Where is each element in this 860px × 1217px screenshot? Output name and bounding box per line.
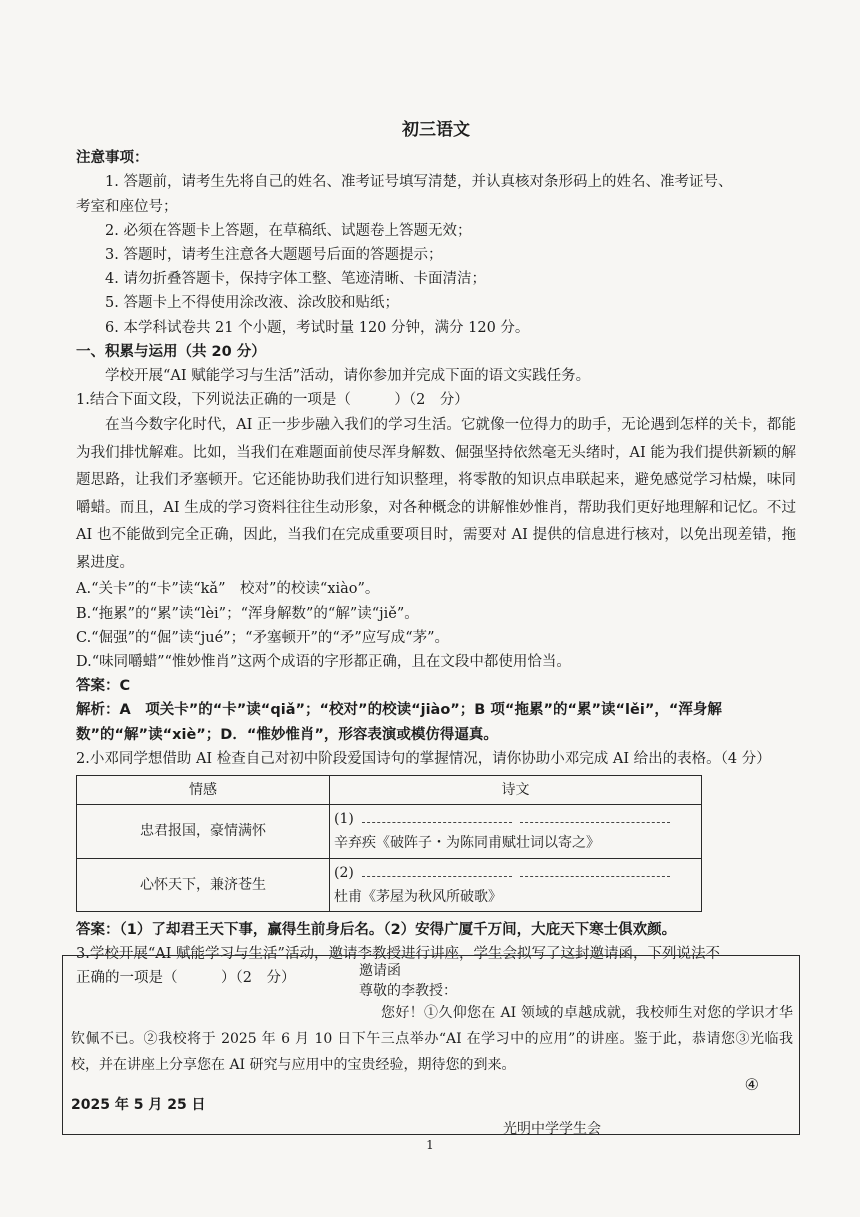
section-intro: 学校开展“AI 赋能学习与生活”活动，请你参加并完成下面的语文实践任务。 xyxy=(105,368,591,385)
poem-cell xyxy=(330,858,702,911)
notice-item: 4. 请勿折叠答题卡，保持字体工整、笔迹清晰、卡面清洁； xyxy=(105,271,486,288)
poem-cell xyxy=(330,805,702,858)
q1-answer: 答案：C xyxy=(76,678,131,695)
q1-option-c: C.“倔强”的“倔”读“jué”；“矛塞顿开”的“矛”应写成“茅”。 xyxy=(76,629,450,646)
notice-heading: 注意事项： xyxy=(76,150,149,167)
page-number: 1 xyxy=(426,1138,434,1152)
poem-table xyxy=(76,775,702,912)
q1-option-a: A.“关卡”的“卡”读“kǎ” 校对”的校读“xiào”。 xyxy=(76,581,380,598)
letter-signature: 光明中学学生会 xyxy=(503,1121,601,1137)
exam-content xyxy=(76,118,796,991)
section-heading: 一、积累与运用（共 20 分） xyxy=(76,343,266,360)
q1-analysis: 解析：A 项关卡”的“卡”读“qiǎ”；“校对”的校读“jiào”；B 项“拖累”的“累”读“lěi”，“浑身解数”的“解”读“xiè”；D．“惟妙惟肖”，形容表演或模仿得逼真。 xyxy=(76,702,722,743)
letter-mark-4: ④ xyxy=(744,1075,759,1094)
q3-stem-cont: 正确的一项是（ ）（2 分） xyxy=(76,970,296,987)
notice-item: 5. 答题卡上不得使用涂改液、涂改胶和贴纸； xyxy=(105,295,399,312)
invitation-letter xyxy=(62,955,800,1135)
poem-source: 辛弃疾《破阵子・为陈同甫赋壮词以寄之》 xyxy=(334,835,600,852)
notice-item: 1. 答题前，请考生先将自己的姓名、准考证号填写清楚，并认真核对条形码上的姓名、准考证号、 xyxy=(105,174,733,191)
page-title: 初三语文 xyxy=(402,120,470,140)
poem-source: 杜甫《茅屋为秋风所破歌》 xyxy=(334,888,502,905)
notice-item: 考室和座位号； xyxy=(76,198,178,215)
answer-blank[interactable] xyxy=(362,810,512,823)
notice-item: 2. 必须在答题卡上答题，在草稿纸、试题卷上答题无效； xyxy=(105,222,472,239)
blank-number: (2) xyxy=(334,864,354,881)
table-row xyxy=(77,858,702,911)
q2-answer: 答案：（1）了却君王天下事，赢得生前身后名。（2）安得广厦千万间，大庇天下寒士俱欢颜。 xyxy=(76,922,677,939)
blank-number: (1) xyxy=(334,811,354,828)
notice-item: 6. 本学科试卷共 21 个小题，考试时量 120 分钟，满分 120 分。 xyxy=(105,319,530,336)
letter-greeting: 尊敬的李教授： xyxy=(359,983,457,999)
q2-stem: 2.小邓同学想借助 AI 检查自己对初中阶段爱国诗句的掌握情况，请你协助小邓完成 AI 给出的表格。（4 分） xyxy=(76,750,771,767)
letter-date: 2025 年 5 月 25 日 xyxy=(71,1097,206,1113)
answer-blank[interactable] xyxy=(520,810,670,823)
table-header-poem: 诗文 xyxy=(330,776,702,805)
letter-title: 邀请函 xyxy=(359,963,401,979)
q1-option-d: D.“味同嚼蜡”“惟妙惟肖”这两个成语的字形都正确，且在文段中都使用恰当。 xyxy=(76,654,571,671)
table-header-emotion: 情感 xyxy=(77,776,330,805)
table-row xyxy=(77,805,702,858)
q1-stem: 1.结合下面文段，下列说法正确的一项是（ ）（2 分） xyxy=(76,392,469,409)
q3-stem: 3.学校开展“AI 赋能学习与生活”活动，邀请李教授进行讲座，学生会拟写了这封邀请函，下列说法不 xyxy=(76,946,720,963)
answer-blank[interactable] xyxy=(362,864,512,877)
notice-item: 3. 答题时，请考生注意各大题题号后面的答题提示； xyxy=(105,247,443,264)
emotion-cell: 忠君报国，豪情满怀 xyxy=(77,805,330,858)
q1-passage: 在当今数字化时代，AI 正一步步融入我们的学习生活。它就像一位得力的助手，无论遇到怎样的关卡，都能为我们排忧解难。比如，当我们在难题面前使尽浑身解数、倔强坚持依然毫无头绪时，AI 能为我们提供新颖的解题思路，让我们矛塞顿开。它还能协助我们进行知识整理，将零散的知识点串联起来，避免感觉学习枯燥，味同嚼蜡。而且，AI 生成的学习资料往往生动形象，对各种概念的讲解惟妙惟肖，帮助我们更好地理解和记忆。不过 AI 也不能做到完全正确，因此，当我们在完成重要项目时，需要对 AI 提供的信息进行核对，以免出现差错，拖累进度。 xyxy=(76,417,796,571)
q1-option-b: B.“拖累”的“累”读“lèi”；“浑身解数”的“解”读“jiě”。 xyxy=(76,605,419,622)
answer-blank[interactable] xyxy=(520,864,670,877)
emotion-cell: 心怀天下，兼济苍生 xyxy=(77,858,330,911)
letter-body: 您好！①久仰您在 AI 领域的卓越成就，我校师生对您的学识才华钦佩不已。②我校将于 2025 年 6 月 10 日下午三点举办“AI 在学习中的应用”的讲座。鉴于此，恭请您③光临我校，并在讲座上分享您在 AI 研究与应用中的宝贵经验，期待您的到来。 xyxy=(71,1005,793,1073)
